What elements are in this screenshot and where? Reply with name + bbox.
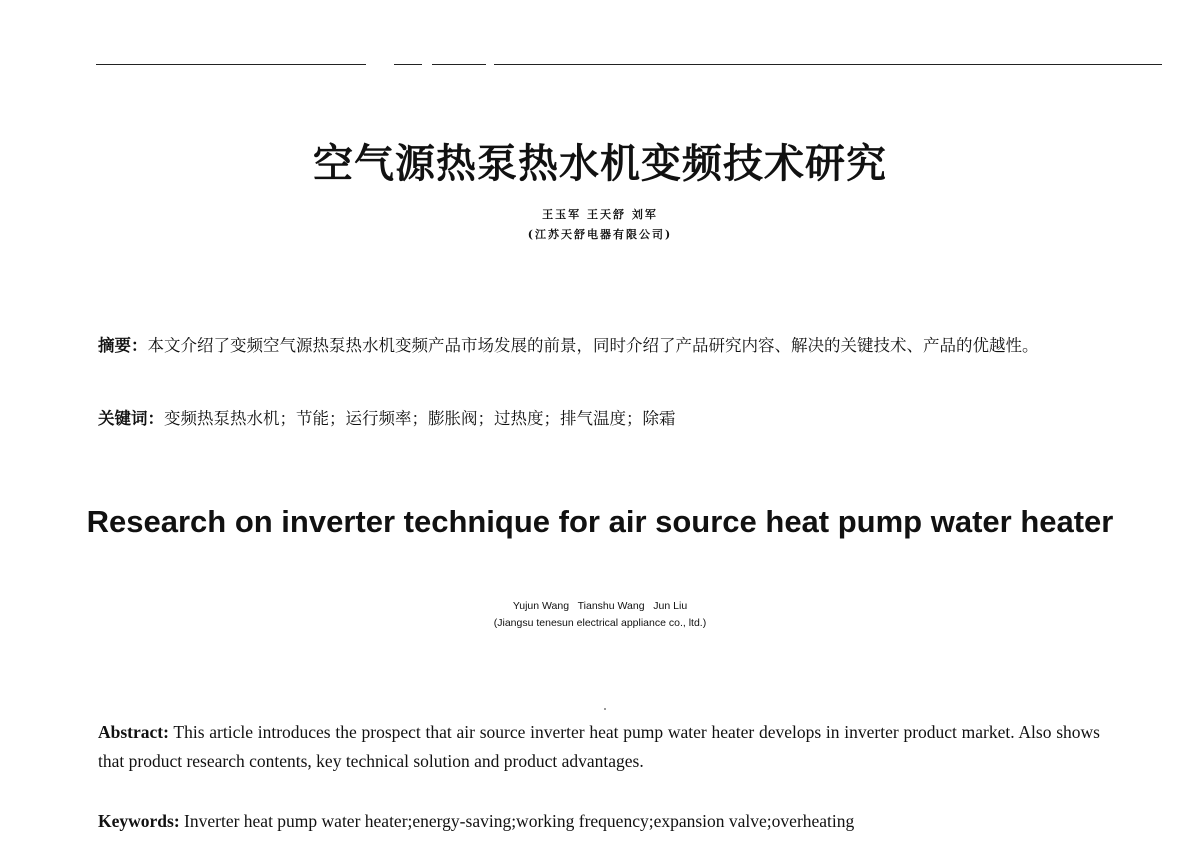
en-abstract-text: This article introduces the prospect that air source inverter heat pump water heater develops in inverter product market. Also shows that product research contents, key technical solution and product advantages. [98, 722, 1100, 771]
header-rule-1 [96, 64, 366, 65]
cn-abstract-text: 本文介绍了变频空气源热泵热水机变频产品市场发展的前景，同时介绍了产品研究内容、解决的关键技术、产品的优越性。 [147, 336, 1039, 355]
en-authors: Yujun Wang Tianshu Wang Jun Liu [512, 600, 688, 612]
en-keywords-label: Keywords: [98, 811, 180, 831]
en-abstract [98, 718, 1100, 776]
en-affiliation: (Jiangsu tenesun electrical appliance co., ltd.) [493, 617, 707, 629]
cn-title: 空气源热泵热水机变频技术研究 [313, 140, 887, 187]
header-rule-4 [494, 64, 1162, 65]
en-keywords-text: Inverter heat pump water heater;energy-saving;working frequency;expansion valve;overheating [179, 811, 855, 831]
cn-keywords-label: 关键词： [98, 409, 164, 428]
cn-abstract [98, 331, 1108, 360]
cn-abstract-label: 摘要： [98, 336, 148, 355]
cn-affiliation: (江苏天舒电器有限公司) [527, 228, 673, 241]
en-abstract-label: Abstract: [98, 722, 169, 742]
speck [604, 708, 606, 710]
cn-keywords-text: 变频热泵热水机；节能；运行频率；膨胀阀；过热度；排气温度；除霜 [164, 409, 676, 428]
cn-authors: 王玉军 王天舒 刘军 [542, 208, 658, 221]
en-keywords [98, 807, 1100, 836]
header-rule-3 [432, 64, 486, 65]
cn-keywords [98, 404, 1108, 433]
header-rule-2 [394, 64, 422, 65]
en-title: Research on inverter technique for air source heat pump water heater [86, 504, 1114, 539]
